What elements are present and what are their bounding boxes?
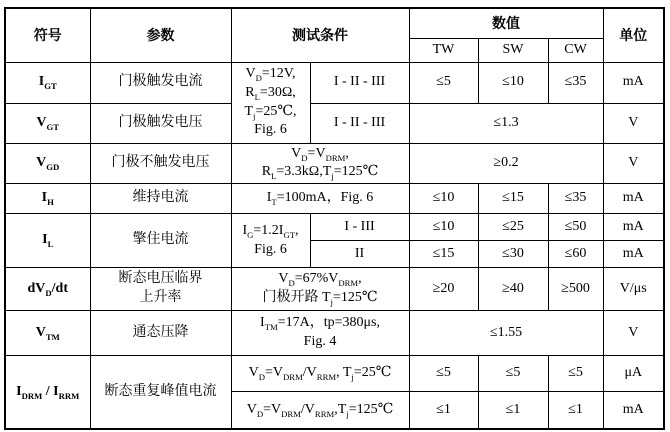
cell-value-tw: ≤10 (409, 214, 478, 241)
header-parameter: 参数 (90, 8, 231, 62)
cell-symbol: $I_{DRM} / I_{RRM}$ (5, 356, 90, 429)
row-vgt (5, 103, 664, 143)
cell-symbol: $I_H$ (5, 184, 90, 214)
cell-condition-sub: I - III (310, 214, 409, 241)
cell-value-merged: ≤1.55 (409, 311, 603, 356)
cell-parameter: 擎住电流 (90, 214, 231, 268)
cell-value-sw: ≤25 (478, 214, 548, 241)
cell-value-cw: ≤35 (548, 62, 603, 103)
row-il-a (5, 214, 664, 241)
header-test-conditions: 测试条件 (231, 8, 409, 62)
header-col-tw: TW (409, 38, 478, 62)
row-idrm-a (5, 356, 664, 392)
cell-value-cw: ≥500 (548, 268, 603, 311)
cell-parameter: 门极触发电流 (90, 62, 231, 103)
cell-value-tw: ≤5 (409, 356, 478, 392)
cell-unit: V/μs (603, 268, 664, 311)
row-ih (5, 184, 664, 214)
cell-condition-sub: I - II - III (310, 62, 409, 103)
cell-symbol: $I_{GT}$ (5, 62, 90, 103)
cell-condition-main: $V_D=12V$, $R_L=30\Omega$, $T_j=25℃$, Fig. 6 (231, 62, 310, 143)
header-col-cw: CW (548, 38, 603, 62)
cell-value-sw: ≥40 (478, 268, 548, 311)
cell-value-cw: ≤5 (548, 356, 603, 392)
cell-value-tw: ≤1 (409, 392, 478, 429)
cell-symbol: $V_{GD}$ (5, 143, 90, 184)
cell-unit: V (603, 311, 664, 356)
cell-value-merged: ≤1.3 (409, 103, 603, 143)
header-symbol: 符号 (5, 8, 90, 62)
cell-parameter: 断态电压临界 上升率 (90, 268, 231, 311)
cell-parameter: 门极不触发电压 (90, 143, 231, 184)
cell-symbol: $I_L$ (5, 214, 90, 268)
cell-value-sw: ≤30 (478, 241, 548, 268)
cell-symbol: $V_{TM}$ (5, 311, 90, 356)
row-vgd (5, 143, 664, 184)
cell-parameter: 门极触发电压 (90, 103, 231, 143)
cell-value-cw: ≤1 (548, 392, 603, 429)
cell-unit: V (603, 143, 664, 184)
cell-value-sw: ≤15 (478, 184, 548, 214)
cell-unit: mA (603, 184, 664, 214)
header-value-group: 数值 (409, 8, 603, 38)
row-vtm (5, 311, 664, 356)
cell-value-tw: ≥20 (409, 268, 478, 311)
cell-value-sw: ≤10 (478, 62, 548, 103)
cell-value-cw: ≤35 (548, 184, 603, 214)
row-igt (5, 62, 664, 103)
cell-value-tw: ≤5 (409, 62, 478, 103)
cell-condition-sub: I - II - III (310, 103, 409, 143)
cell-condition: $V_D=67\%V_{DRM}$, 门极开路 $T_j=125℃$ (231, 268, 409, 311)
cell-value-sw: ≤5 (478, 356, 548, 392)
cell-value-sw: ≤1 (478, 392, 548, 429)
cell-unit: V (603, 103, 664, 143)
cell-unit: mA (603, 241, 664, 268)
cell-condition: $V_D=V_{DRM}/V_{RRM},T_j=125℃$ (231, 392, 409, 429)
cell-condition: $I_{TM}=17A$，tp=380μs, Fig. 4 (231, 311, 409, 356)
cell-value-cw: ≤50 (548, 214, 603, 241)
cell-unit: μA (603, 356, 664, 392)
cell-condition: $V_D=V_{DRM}$, $R_L=3.3k\Omega,T_j=125℃$ (231, 143, 409, 184)
cell-value-tw: ≤15 (409, 241, 478, 268)
cell-value-merged: ≥0.2 (409, 143, 603, 184)
cell-parameter: 通态压降 (90, 311, 231, 356)
cell-condition-main: $I_G=1.2I_{GT}$, Fig. 6 (231, 214, 310, 268)
cell-condition-sub: II (310, 241, 409, 268)
cell-unit: mA (603, 214, 664, 241)
cell-condition: $I_T=100mA$，Fig. 6 (231, 184, 409, 214)
cell-symbol: $V_{GT}$ (5, 103, 90, 143)
cell-value-cw: ≤60 (548, 241, 603, 268)
cell-unit: mA (603, 392, 664, 429)
row-dvdt (5, 268, 664, 311)
cell-unit: mA (603, 62, 664, 103)
electrical-spec-table (4, 7, 665, 430)
header-col-sw: SW (478, 38, 548, 62)
cell-parameter: 断态重复峰值电流 (90, 356, 231, 429)
cell-symbol: $dV_D/dt$ (5, 268, 90, 311)
cell-condition: $V_D=V_{DRM}/V_{RRM}$, $T_j=25℃$ (231, 356, 409, 392)
cell-parameter: 维持电流 (90, 184, 231, 214)
header-row-1 (5, 8, 664, 38)
header-unit: 单位 (603, 8, 664, 62)
cell-value-tw: ≤10 (409, 184, 478, 214)
